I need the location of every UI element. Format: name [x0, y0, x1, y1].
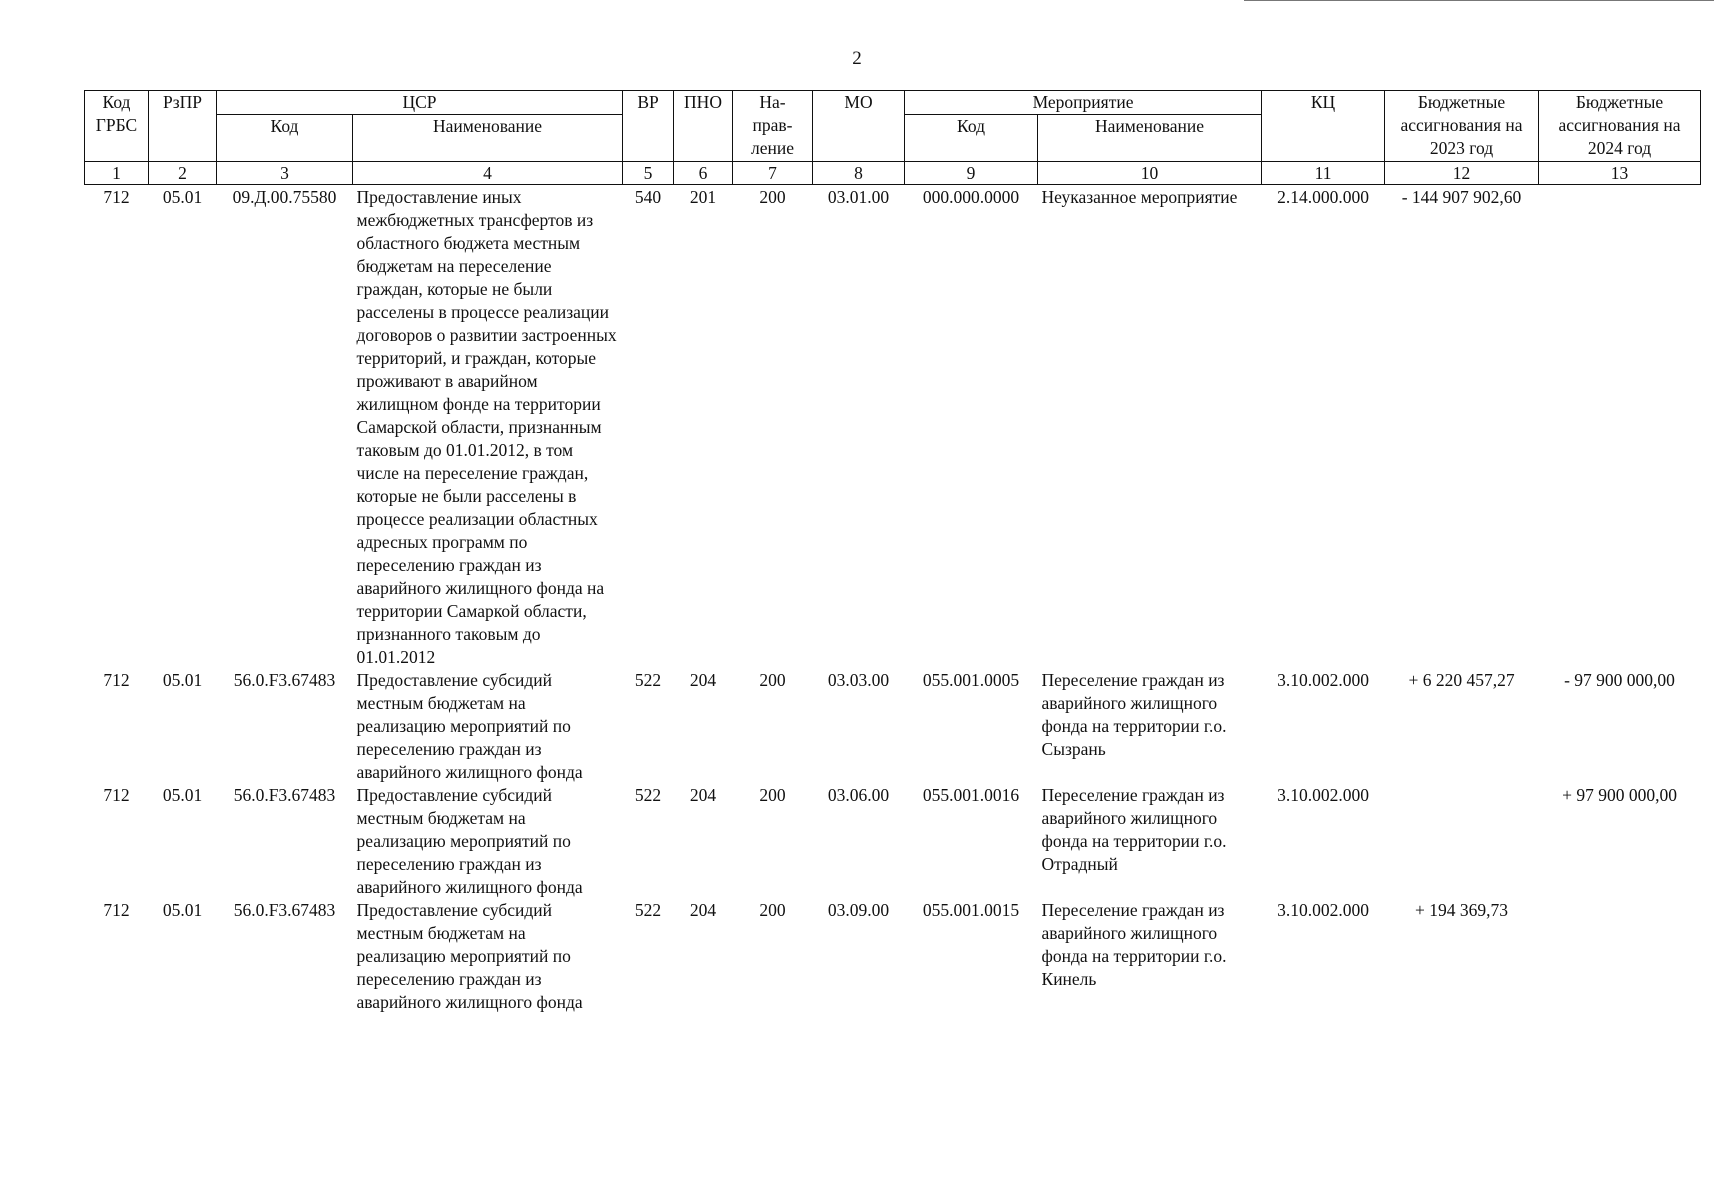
col-number: 5 [623, 162, 674, 185]
cell-grbs: 712 [103, 670, 130, 690]
cell-csr-kod: 09.Д.00.75580 [232, 187, 337, 207]
cell-pno: 204 [689, 785, 717, 805]
cell-budget-2024: - 97 900 000,00 [1564, 670, 1675, 690]
cell-budget-2024: + 97 900 000,00 [1562, 785, 1677, 805]
col-header-budget-2024: Бюджетные ассигнования на 2024 год [1539, 91, 1701, 162]
cell-meropr-kod: 055.001.0005 [922, 670, 1020, 690]
cell-rzpr: 05.01 [162, 900, 203, 920]
col-header-budget-2023: Бюджетные ассигнования на 2023 год [1385, 91, 1539, 162]
header-row-1 [85, 91, 1701, 115]
cell-pno: 201 [689, 187, 717, 207]
table-row [85, 669, 1701, 784]
cell-mo: 03.09.00 [827, 900, 890, 920]
cell-mo: 03.06.00 [827, 785, 890, 805]
cell-meropr-kod: 055.001.0015 [922, 900, 1020, 920]
cell-csr-name: Предоставление субсидий местным бюджетам на реализацию мероприятий по переселению граждан из аварийного жилищного фонда [356, 785, 583, 897]
col-header-meropr-name: Наименование [1038, 115, 1262, 162]
cell-rzpr: 05.01 [162, 670, 203, 690]
cell-rzpr: 05.01 [162, 187, 203, 207]
cell-napr: 200 [759, 900, 786, 920]
col-number: 4 [353, 162, 623, 185]
cell-csr-kod: 56.0.F3.67483 [233, 785, 336, 805]
cell-grbs: 712 [103, 900, 130, 920]
scan-edge-line [1244, 0, 1714, 1]
col-number: 1 [85, 162, 149, 185]
cell-vr: 540 [634, 187, 662, 207]
col-header-meropr-kod: Код [905, 115, 1038, 162]
column-number-row [85, 162, 1701, 185]
table-row [85, 899, 1701, 1014]
cell-mo: 03.01.00 [827, 187, 890, 207]
cell-rzpr: 05.01 [162, 785, 203, 805]
cell-napr: 200 [759, 187, 786, 207]
cell-budget-2024 [1539, 899, 1701, 1014]
cell-vr: 522 [634, 670, 662, 690]
col-header-napr: На-прав-ление [733, 91, 813, 162]
col-number: 11 [1262, 162, 1385, 185]
col-header-csr-kod: Код [217, 115, 353, 162]
cell-kc: 3.10.002.000 [1277, 785, 1369, 805]
cell-csr-kod: 56.0.F3.67483 [233, 670, 336, 690]
cell-meropr-name: Неуказанное мероприятие [1041, 187, 1238, 207]
page-number: 2 [852, 48, 862, 69]
col-number: 12 [1385, 162, 1539, 185]
cell-kc: 3.10.002.000 [1277, 900, 1369, 920]
cell-kc: 2.14.000.000 [1277, 187, 1369, 207]
table-row [85, 185, 1701, 670]
col-number: 8 [813, 162, 905, 185]
col-number: 2 [149, 162, 217, 185]
cell-meropr-kod: 055.001.0016 [922, 785, 1020, 805]
cell-budget-2023: + 194 369,73 [1415, 900, 1509, 920]
cell-mo: 03.03.00 [827, 670, 890, 690]
col-header-vr: ВР [623, 91, 674, 162]
cell-pno: 204 [689, 900, 717, 920]
col-number: 7 [733, 162, 813, 185]
cell-meropr-name: Переселение граждан из аварийного жилищного фонда на территории г.о. Отрадный [1041, 785, 1227, 874]
cell-meropr-name: Переселение граждан из аварийного жилищного фонда на территории г.о. Сызрань [1041, 670, 1227, 759]
col-number: 9 [905, 162, 1038, 185]
cell-csr-name: Предоставление субсидий местным бюджетам на реализацию мероприятий по переселению граждан из аварийного жилищного фонда [356, 900, 583, 1012]
col-header-csr: ЦСР [217, 91, 623, 115]
cell-vr: 522 [634, 785, 662, 805]
cell-csr-name: Предоставление субсидий местным бюджетам на реализацию мероприятий по переселению граждан из аварийного жилищного фонда [356, 670, 583, 782]
cell-meropr-name: Переселение граждан из аварийного жилищного фонда на территории г.о. Кинель [1041, 900, 1227, 989]
col-number: 3 [217, 162, 353, 185]
col-header-kc: КЦ [1262, 91, 1385, 162]
cell-budget-2024 [1539, 185, 1701, 670]
cell-budget-2023: + 6 220 457,27 [1408, 670, 1515, 690]
cell-budget-2023 [1385, 784, 1539, 899]
cell-vr: 522 [634, 900, 662, 920]
cell-napr: 200 [759, 670, 786, 690]
cell-pno: 204 [689, 670, 717, 690]
cell-grbs: 712 [103, 187, 130, 207]
col-number: 10 [1038, 162, 1262, 185]
col-number: 13 [1539, 162, 1701, 185]
cell-csr-kod: 56.0.F3.67483 [233, 900, 336, 920]
col-header-grbs: Код ГРБС [85, 91, 149, 162]
table-row [85, 784, 1701, 899]
budget-table [84, 90, 1701, 1014]
cell-budget-2023: - 144 907 902,60 [1401, 187, 1522, 207]
col-header-pno: ПНО [674, 91, 733, 162]
col-header-mo: МО [813, 91, 905, 162]
cell-meropr-kod: 000.000.0000 [922, 187, 1020, 207]
cell-kc: 3.10.002.000 [1277, 670, 1369, 690]
col-number: 6 [674, 162, 733, 185]
col-header-meropr: Мероприятие [905, 91, 1262, 115]
col-header-csr-name: Наименование [353, 115, 623, 162]
col-header-rzpr: РзПР [149, 91, 217, 162]
cell-csr-name: Предоставление иных межбюджетных трансфертов из областного бюджета местным бюджетам на переселение граждан, которые не были расселены в процессе реализации договоров о развитии застроенных территорий, и граждан, которые проживают в аварийном жилищном фонде на территории Самарской области, признанным таковым до 01.01.2012, в том числе на переселение граждан, которые не были расселены в процессе реализации областных адресных программ по переселению граждан из аварийного жилищного фонда на территории Самаркой области, признанного таковым до 01.01.2012 [356, 187, 617, 667]
cell-napr: 200 [759, 785, 786, 805]
cell-grbs: 712 [103, 785, 130, 805]
